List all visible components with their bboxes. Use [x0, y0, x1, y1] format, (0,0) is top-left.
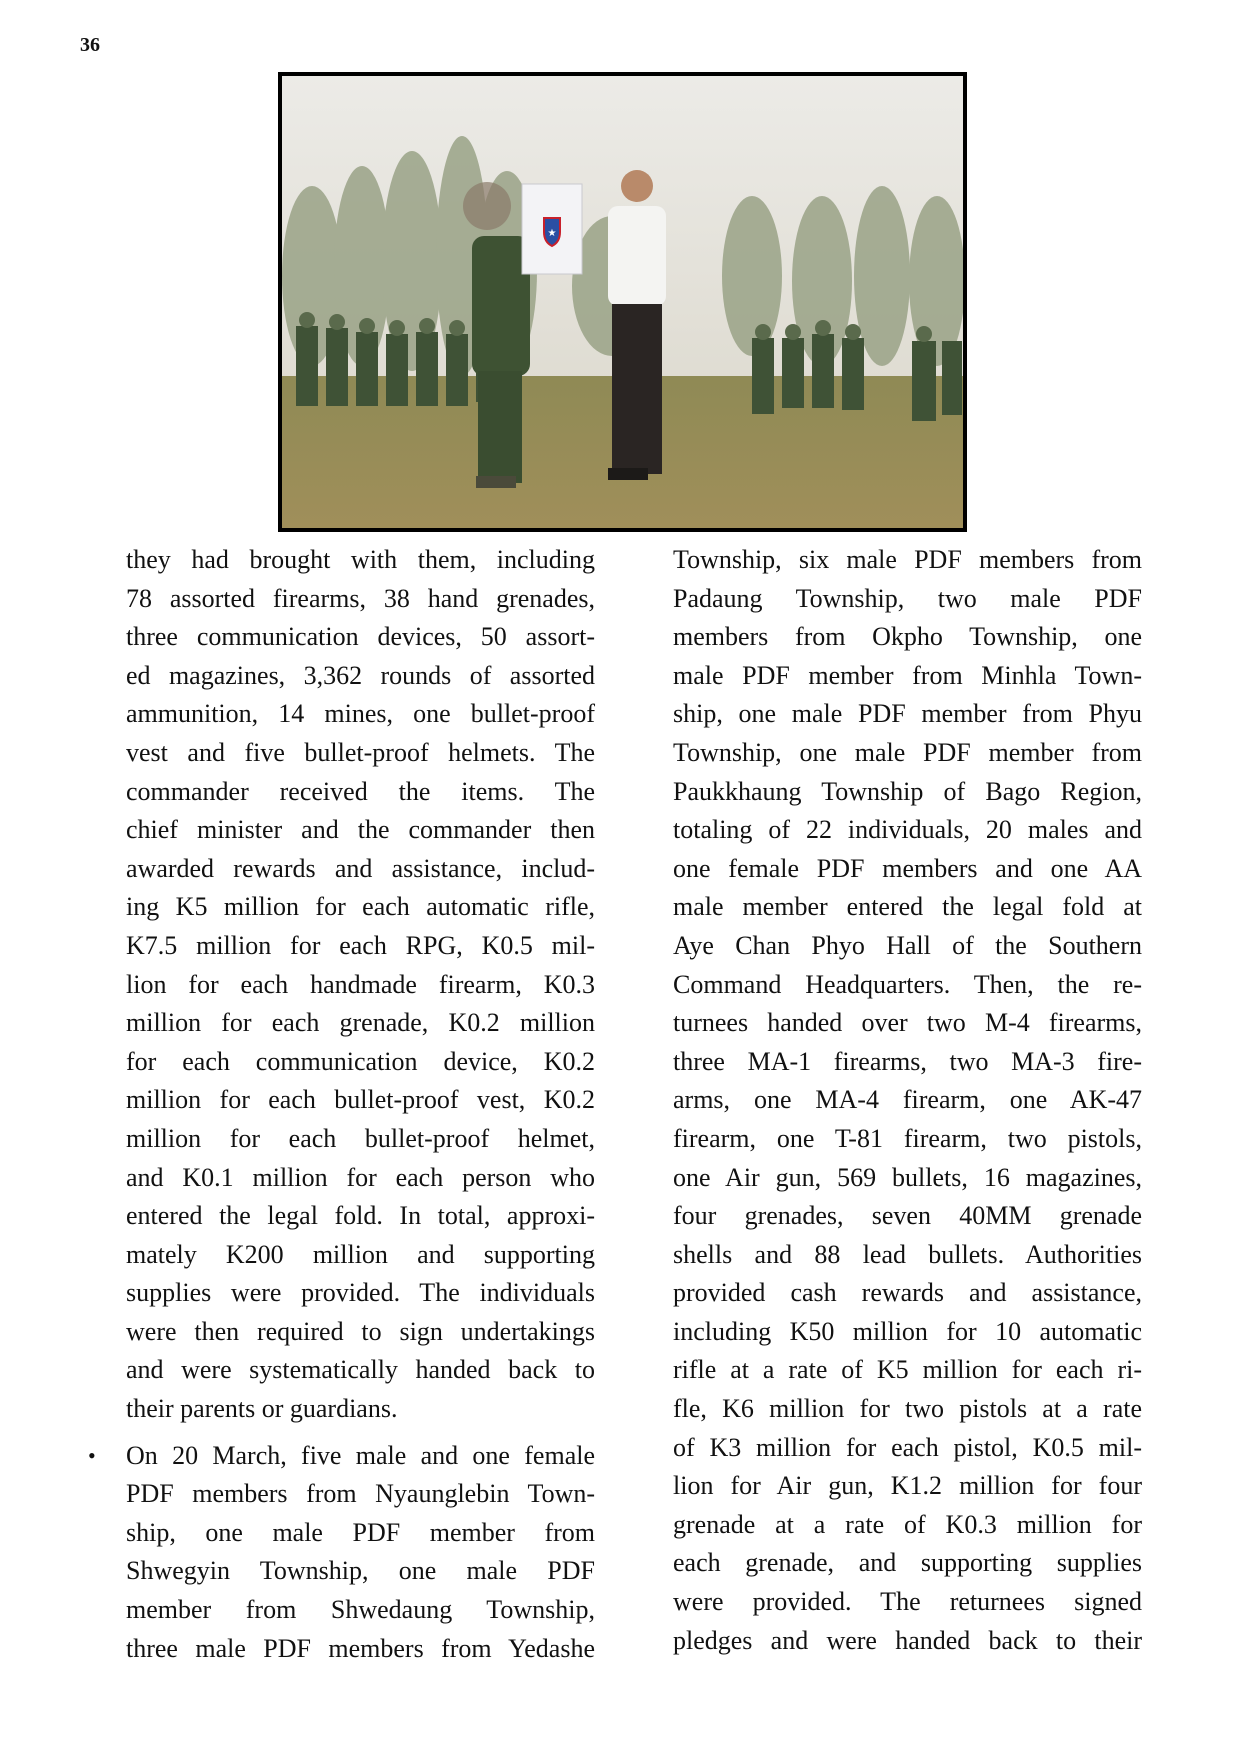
text-line: firearm, one T-81 firearm, two pistols,	[673, 1123, 1142, 1153]
text-line: shells and 88 lead bullets. Authorities	[673, 1239, 1142, 1269]
text-line: their parents or guardians.	[126, 1394, 398, 1424]
text-line: Township, one male PDF member from	[673, 737, 1142, 767]
text-line: grenade at a rate of K0.3 million for	[673, 1509, 1142, 1539]
text-line: three communication devices, 50 assort-	[126, 622, 595, 652]
text-line: Paukkhaung Township of Bago Region,	[673, 776, 1142, 806]
left-paragraph	[126, 541, 595, 1429]
text-line: commander received the items. The	[126, 776, 595, 806]
gift-bag	[522, 184, 582, 274]
text-line: supplies were provided. The individuals	[126, 1278, 595, 1308]
text-line: three male PDF members from Yedashe	[126, 1633, 595, 1663]
ceremony-photo	[278, 72, 967, 532]
text-line: were then required to sign undertakings	[126, 1316, 595, 1346]
text-line: ship, one male PDF member from	[126, 1517, 595, 1547]
text-line: male PDF member from Minhla Town-	[673, 660, 1142, 690]
text-line: totaling of 22 individuals, 20 males and	[673, 815, 1142, 845]
text-line: ammunition, 14 mines, one bullet-proof	[126, 699, 595, 729]
text-line: ship, one male PDF member from Phyu	[673, 699, 1142, 729]
left-column	[88, 541, 595, 1668]
text-line: fle, K6 million for two pistols at a rate	[673, 1394, 1142, 1424]
text-line: K7.5 million for each RPG, K0.5 mil-	[126, 930, 595, 960]
text-line: vest and five bullet-proof helmets. The	[126, 737, 595, 767]
text-line: 78 assorted firearms, 38 hand grenades,	[126, 583, 595, 613]
page-number: 36	[80, 34, 100, 56]
text-line: mately K200 million and supporting	[126, 1239, 595, 1269]
text-line: million for each bullet-proof helmet,	[126, 1123, 595, 1153]
text-line: member from Shwedaung Township,	[126, 1595, 595, 1625]
text-line: pledges and were handed back to their	[673, 1625, 1142, 1655]
text-line: members from Okpho Township, one	[673, 622, 1142, 652]
official-figure	[608, 170, 666, 480]
text-line: entered the legal fold. In total, approxi-	[126, 1201, 595, 1231]
text-line: rifle at a rate of K5 million for each ri-	[673, 1355, 1142, 1385]
text-line: million for each bullet-proof vest, K0.2	[126, 1085, 595, 1115]
text-line: ed magazines, 3,362 rounds of assorted	[126, 660, 595, 690]
text-line: each grenade, and supporting supplies	[673, 1548, 1142, 1578]
text-line: including K50 million for 10 automatic	[673, 1316, 1142, 1346]
text-line: provided cash rewards and assistance,	[673, 1278, 1142, 1308]
text-line: one Air gun, 569 bullets, 16 magazines,	[673, 1162, 1142, 1192]
text-line: Shwegyin Township, one male PDF	[126, 1556, 595, 1586]
bullet-icon: •	[88, 1442, 96, 1468]
text-line: awarded rewards and assistance, includ-	[126, 853, 595, 883]
text-line: were provided. The returnees signed	[673, 1587, 1142, 1617]
text-line: and K0.1 million for each person who	[126, 1162, 595, 1192]
text-line: lion for Air gun, K1.2 million for four	[673, 1471, 1142, 1501]
text-line: they had brought with them, including	[126, 545, 595, 574]
text-line: million for each grenade, K0.2 million	[126, 1008, 595, 1038]
right-paragraph	[673, 541, 1142, 1660]
text-line: Township, six male PDF members from	[673, 545, 1142, 574]
svg-text:★: ★	[547, 228, 557, 239]
text-line: and were systematically handed back to	[126, 1355, 595, 1385]
text-line: arms, one MA-4 firearm, one AK-47	[673, 1085, 1142, 1115]
text-line: one female PDF members and one AA	[673, 853, 1142, 883]
text-line: turnees handed over two M-4 firearms,	[673, 1008, 1142, 1038]
text-line: Padaung Township, two male PDF	[673, 583, 1142, 613]
ceremony-photo-illustration	[282, 76, 963, 528]
text-line: four grenades, seven 40MM grenade	[673, 1201, 1142, 1231]
text-line: three MA-1 firearms, two MA-3 fire-	[673, 1046, 1142, 1076]
text-line: of K3 million for each pistol, K0.5 mil-	[673, 1432, 1142, 1462]
text-line: Aye Chan Phyo Hall of the Southern	[673, 930, 1142, 960]
bullet-list-item	[88, 1437, 595, 1669]
text-line: male member entered the legal fold at	[673, 892, 1142, 922]
text-line: PDF members from Nyaunglebin Town-	[126, 1479, 595, 1509]
text-line: lion for each handmade firearm, K0.3	[126, 969, 595, 999]
text-line: On 20 March, five male and one female	[126, 1440, 595, 1470]
text-line: ing K5 million for each automatic rifle,	[126, 892, 595, 922]
text-line: Command Headquarters. Then, the re-	[673, 969, 1142, 999]
right-column	[673, 541, 1142, 1660]
text-line: for each communication device, K0.2	[126, 1046, 595, 1076]
text-line: chief minister and the commander then	[126, 815, 595, 845]
